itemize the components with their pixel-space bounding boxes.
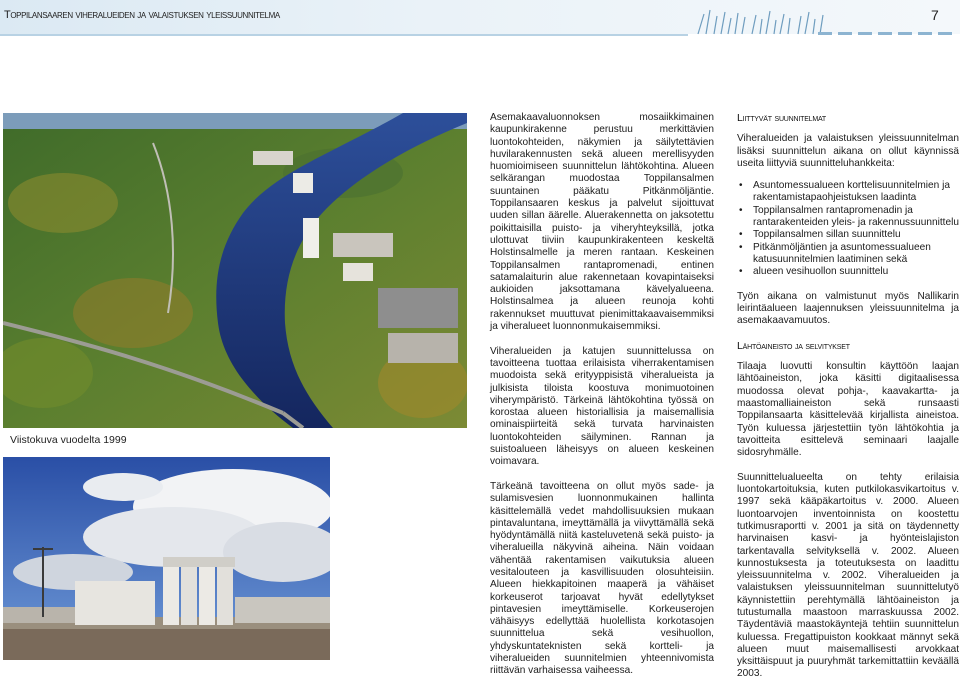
list-item: • Toppilansalmen rantapromenadin ja rantarakenteiden yleis- ja rakennussuunnittelu — [737, 205, 959, 230]
body-paragraph: Asemakaavaluonnoksen mosaiikkimainen kaupunkirakenne perustuu merkittävien luontokohteiden, näkymien ja säilytettävien huvilarakennusten sekä alueen merellisyyden huomioimiseen suunnittelun lähtökohtina. Alueen selkärangan muodostaa Toppilansalmen suuntainen pääkatu Pitkänmöljäntie. Toppilansaaren keskus ja palvelut sijoittuvat uuden sillan äärelle. Aluerakennetta on jaksotettu poikittaisilla puisto- ja viheryhteyksillä, jotka ulottuvat tiiviin kaupunkirakenteen keskeltä Holstinsalmelle ja meren rantaan. Keskeinen Toppilansalmen rantapromenadi, entinen satamalaiturin alue rakennetaan kovapintaiseksi aukioiden jaksottamana kävelyalueena. Holstinsalmea ja alueen reunoja kohti rakennukset muuttuvat pienimittakaavaisemmiksi ja viheralueet luonnonmukaisemmiksi. — [490, 112, 714, 333]
list-item: • alueen vesihuollon suunnittelu — [737, 266, 959, 278]
aerial-photo-caption: Viistokuva vuodelta 1999 — [10, 434, 127, 446]
aerial-photo — [3, 113, 467, 428]
related-plans-outro: Työn aikana on valmistunut myös Nallikarin leirintäalueen laajennuksen yleissuunnitelma ja asemakaavamuutos. — [737, 290, 959, 327]
header-divider — [0, 34, 688, 36]
list-item: • Asuntomessualueen korttelisuunnitelmien ja rakentamistapaohjeistuksen laadinta — [737, 180, 959, 205]
body-paragraph: Tärkeänä tavoitteena on ollut myös sade- ja sulamisvesien luonnonmukainen hallinta käsittelemällä vedet mahdollisuuksien mukaan pintavaluntana, imeyttämällä ja viivyttämällä sekä hyödyntämällä niitä kasteluvetenä sekä puisto- ja viheralueilla näkyvinä aiheina. Näin voidaan vähentää rakentamisen vaikutuksia alueen vesitalouteen ja kasvillisuuden olosuhteisiin. Alueen hiekkapitoinen maaperä ja vähäiset korkeuserot tarjoavat hyvät edellytykset pintavesien imeyttämiselle. Korkeuserojen vähäisyys edellyttää huolellista korkotasojen suunnittelua sekä vesihuollon, yhdyskuntateknisten sekä kortteli- ja viheralueiden suunnitelmien yhteennivomista riittävän varhaisessa vaiheessa. — [490, 480, 714, 677]
sources-heading: Lähtöaineisto ja selvitykset — [737, 339, 850, 352]
list-item: • Toppilansalmen sillan suunnittelu — [737, 229, 959, 241]
related-plans-intro: Viheralueiden ja valaistuksen yleissuunnitelman lisäksi suunnittelun aikana on ollut käynnissä useita liittyviä suunnitteluhankkeita: — [737, 133, 959, 169]
header-title: Toppilansaaren viheralueiden ja valaistuksen yleissuunnitelma — [4, 9, 280, 21]
middle-text-column — [490, 112, 714, 690]
body-paragraph: Viheralueiden ja katujen suunnittelussa on tavoitteena tuottaa erilaisista viherrakentamisen muodoista sekä erityyppisistä viheralueista ja julkisista tiloista koostuva monimuotoinen viherympäristö. Tärkeinä lähtökohtina työssä on korostaa alueen historiallisia ja maisemallisia ominaispiirteitä sekä turvata harvinaisten luontokohteiden säilyminen. Rannan ja suistoalueen läheisyys on alueen keskeinen voimavara. — [490, 345, 714, 468]
page-header — [0, 0, 960, 34]
body-paragraph: Tilaaja luovutti konsultin käyttöön laajan lähtöaineiston, joka käsitti digitaalisessa muodossa olevat pohja-, kaavakartta- ja maastomalliaineiston sekä runsaasti Toppilansaarta käsittelevää kirjallista aineistoa. Työn kuluessa järjestettiin työn lähtökohtia ja tavoitteita esittelevä seminaari laajalle sidosryhmälle. — [737, 361, 959, 459]
list-item: • Pitkänmöljäntien ja asuntomessualueen katusuunnitelmien laatiminen sekä — [737, 242, 959, 267]
body-paragraph: Suunnittelualueelta on tehty erilaisia luontokartoituksia, kuten putkilokasvikartoitus v. 1997 sekä kääpäkartoitus v. 2000. Alueen luontoarvojen inventoinnista on koostettu tutkimusraportti v. 2001 ja sitä on täydennetty harvinaisen kasvi- ja hyönteislajiston tarkentavalla selvityksellä v. 2002. Alueen kunnostuksesta ja toteutuksesta on laadittu yleissuunnitelma v. 2002. Viheralueiden ja valaistuksen yleissuunnitelman suunnittelutyö käynnistettiin perehtymällä lähtöaineiston ja tutustumalla maastoon marraskuussa 2002. Täydentäviä maastokäyntejä tehtiin suunnittelun kuluessa. Fregattipuiston kookkaat männyt sekä alueen muut maisemallisesti arvokkaat yksittäispuut ja puuryhmät tarkemittattiin keväällä 2003. — [737, 471, 959, 680]
related-plans-list — [737, 180, 959, 278]
right-text-column — [737, 112, 959, 690]
harbor-silo-photo — [3, 457, 330, 660]
decorative-header-art — [690, 4, 960, 42]
related-plans-heading: Liittyvät suunnitelmat — [737, 112, 827, 124]
page-number: 7 — [931, 7, 939, 23]
